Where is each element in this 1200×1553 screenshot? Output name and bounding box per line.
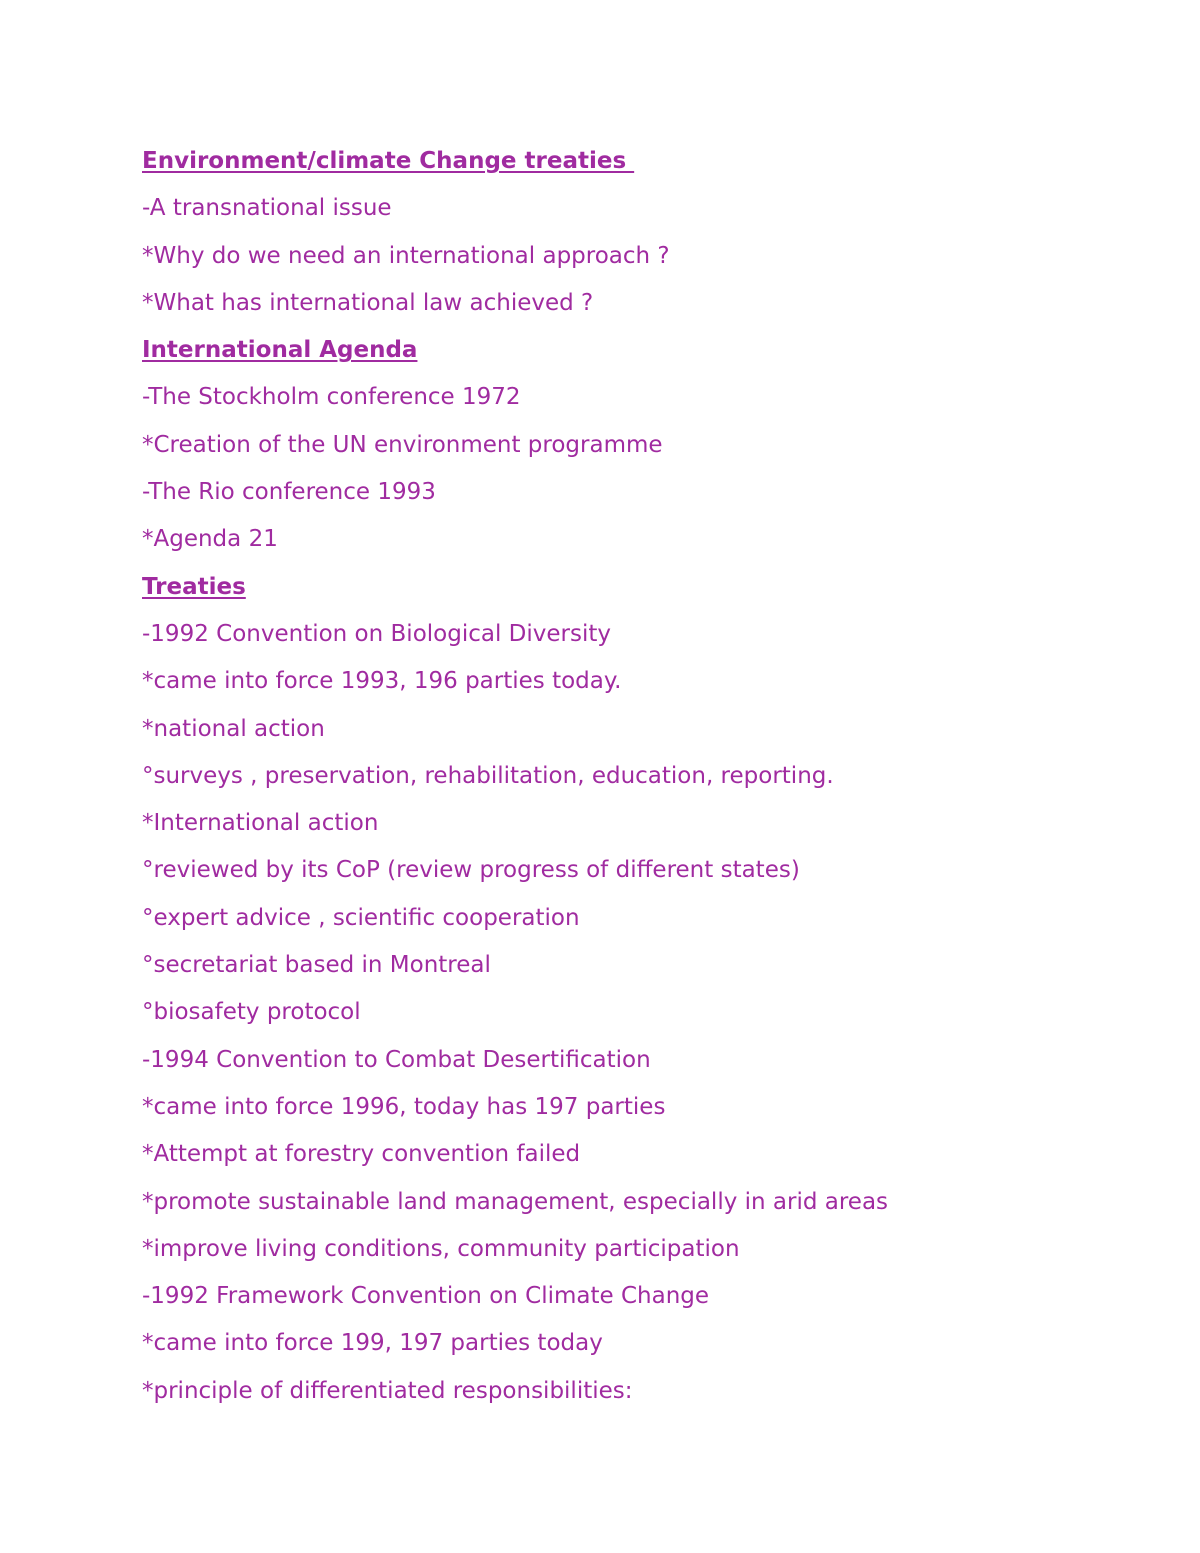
text-line: *Agenda 21	[142, 526, 278, 553]
text-line: *International action	[142, 810, 379, 837]
text-line: °secretariat based in Montreal	[142, 952, 491, 979]
text-line: *Creation of the UN environment programme	[142, 431, 663, 458]
text-line: °biosafety protocol	[142, 999, 361, 1026]
text-line: -The Stockholm conference 1972	[142, 384, 521, 411]
text-line: *Attempt at forestry convention failed	[142, 1141, 581, 1168]
text-line: *national action	[142, 715, 325, 742]
section-heading-environment-treaties: Environment/climate Change treaties	[142, 148, 635, 174]
text-line: *improve living conditions, community participation	[142, 1235, 740, 1262]
section-heading-treaties: Treaties	[142, 573, 246, 600]
text-line: *promote sustainable land management, especially in arid areas	[142, 1188, 889, 1215]
text-line: *principle of differentiated responsibilities:	[142, 1377, 633, 1404]
text-line: -1992 Convention on Biological Diversity	[142, 620, 611, 647]
text-line: *came into force 1996, today has 197 parties	[142, 1093, 666, 1120]
section-heading-international-agenda: International Agenda	[142, 337, 418, 364]
text-line: -The Rio conference 1993	[142, 479, 436, 506]
text-line: *Why do we need an international approach ?	[142, 242, 670, 269]
text-line: °expert advice , scientific cooperation	[142, 904, 580, 931]
text-line: -A transnational issue	[142, 195, 392, 222]
text-line: *came into force 199, 197 parties today	[142, 1330, 603, 1357]
text-line: -1994 Convention to Combat Desertification	[142, 1046, 651, 1073]
text-line: °reviewed by its CoP (review progress of different states)	[142, 857, 800, 884]
text-line: *What has international law achieved ?	[142, 289, 594, 316]
text-line: *came into force 1993, 196 parties today.	[142, 668, 622, 695]
document-body	[142, 138, 1102, 1415]
text-line: °surveys , preservation, rehabilitation, education, reporting.	[142, 762, 834, 789]
text-line: -1992 Framework Convention on Climate Change	[142, 1283, 710, 1310]
